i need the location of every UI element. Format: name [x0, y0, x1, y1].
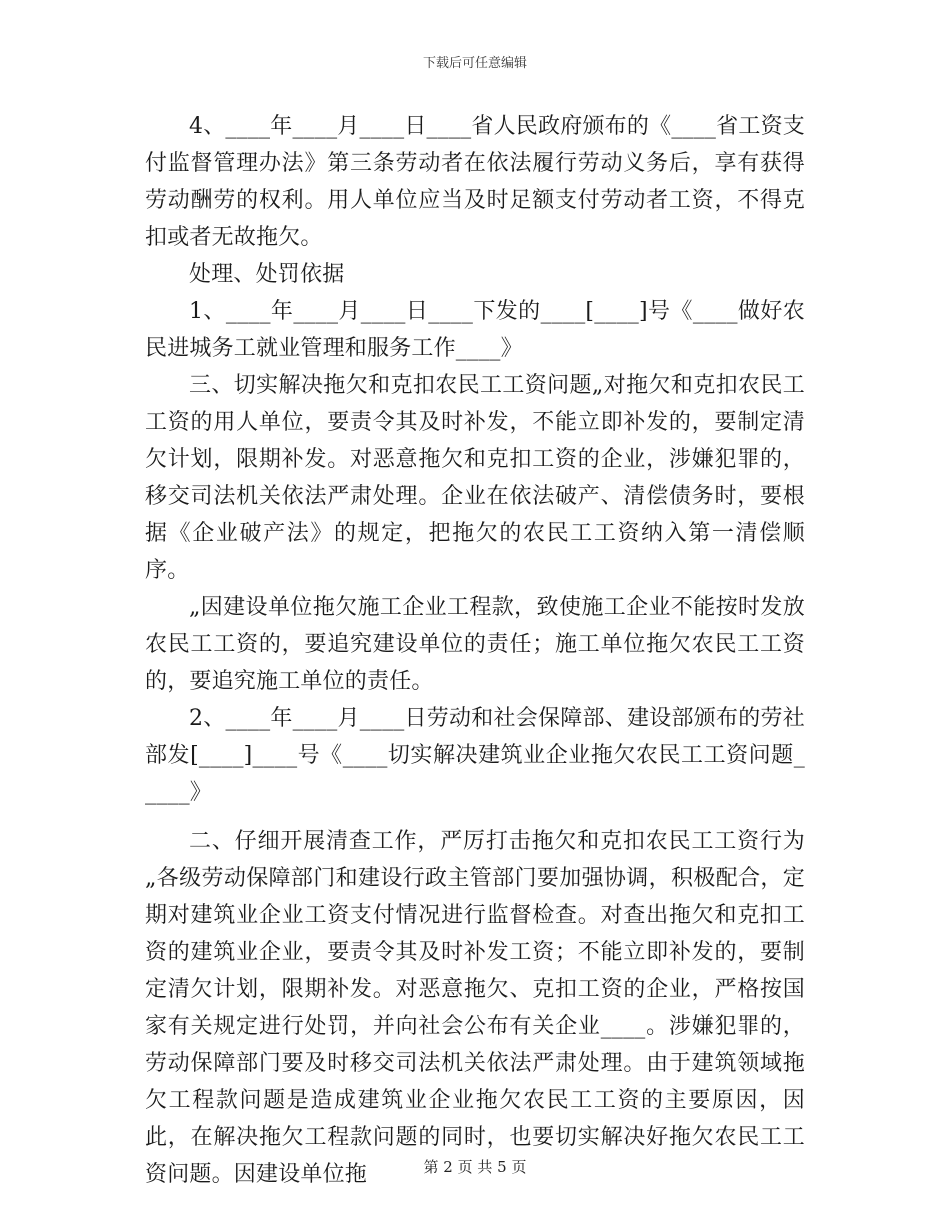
- page-header: 下载后可任意编辑: [422, 56, 527, 71]
- page-number: 第 2 页 共 5 页: [423, 1158, 527, 1176]
- paragraph-ministry-document: 2、____年____月____日劳动和社会保障部、建设部颁布的劳社部发[____]____号《____切实解决建筑业企业拖欠农民工工资问题_____》: [145, 706, 805, 805]
- paragraph-penalty-basis-heading: 处理、处罚依据: [189, 262, 345, 287]
- document-body: [145, 108, 805, 1193]
- paragraph-resolve-wage-arrears: 三、切实解决拖欠和克扣农民工工资问题„对拖欠和克扣农民工工资的用人单位，要责令其及时补发，不能立即补发的，要制定清欠计划，限期补发。对恶意拖欠和克扣工资的企业，涉嫌犯罪的，移交司法机关依法严肃处理。企业在依法破产、清偿债务时，要根据《企业破产法》的规定，把拖欠的农民工工资纳入第一清偿顺序。: [145, 373, 805, 583]
- paragraph-inspection-work: 二、仔细开展清查工作，严厉打击拖欠和克扣农民工工资行为„各级劳动保障部门和建设行政主管部门要加强协调，积极配合，定期对建筑业企业工资支付情况进行监督检查。对查出拖欠和克扣工资的建筑业企业，要责令其及时补发工资；不能立即补发的，要制定清欠计划，限期补发。对恶意拖欠、克扣工资的企业，严格按国家有关规定进行处罚，并向社会公布有关企业____。涉嫌犯罪的，劳动保障部门要及时移交司法机关依法严肃处理。由于建筑领域拖欠工程款问题是造成建筑业企业拖欠农民工工资的主要原因，因此，在解决拖欠工程款问题的同时，也要切实解决好拖欠农民工工资问题。因建设单位拖: [145, 829, 805, 1187]
- paragraph-provincial-regulation: 4、____年____月____日____省人民政府颁布的《____省工资支付监督管理办法》第三条劳动者在依法履行劳动义务后，享有获得劳动酬劳的权利。用人单位应当及时足额支付劳动者工资，不得克扣或者无故拖欠。: [145, 114, 805, 250]
- paragraph-construction-unit-liability: „因建设单位拖欠施工企业工程款，致使施工企业不能按时发放农民工工资的，要追究建设单位的责任；施工单位拖欠农民工工资的，要追究施工单位的责任。: [145, 595, 805, 694]
- paragraph-migrant-worker-notice: 1、____年____月____日____下发的____[____]号《____做好农民进城务工就业管理和服务工作____》: [145, 299, 805, 361]
